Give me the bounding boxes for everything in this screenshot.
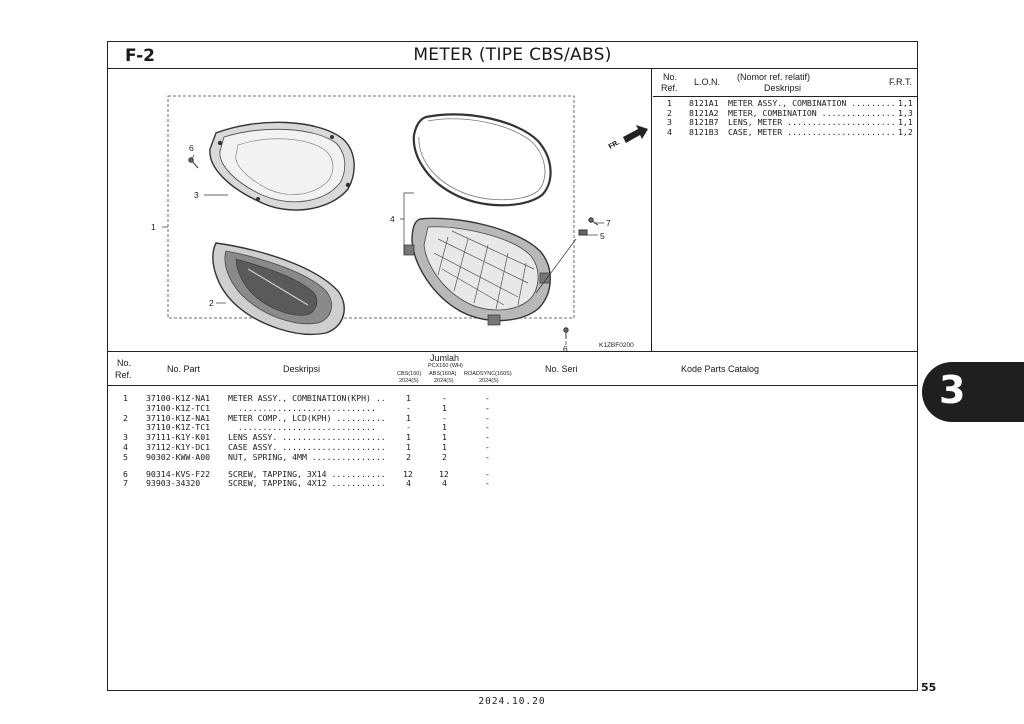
parts-header-part: No. Part bbox=[167, 364, 201, 374]
parts-header-serial: No. Seri bbox=[545, 364, 578, 374]
parts-header-model: PCX160 (WH) bbox=[428, 363, 463, 369]
print-date: 2024.10.20 bbox=[478, 696, 546, 707]
parts-page-frame bbox=[107, 41, 918, 691]
callout-5: 5 bbox=[600, 231, 605, 241]
parts-header-no: No. bbox=[117, 358, 132, 368]
table-row: 3 37111-K1Y-K01 LENS ASSY. ..................... 1 1 - bbox=[123, 432, 490, 443]
callout-6b: 6 bbox=[563, 344, 568, 351]
callout-6a: 6 bbox=[189, 143, 194, 153]
table-row: 2 37110-K1Z-NA1 METER COMP., LCD(KPH) .......... 1 - - bbox=[123, 412, 490, 423]
lon-table-header bbox=[653, 69, 917, 97]
parts-header-jumlah: Jumlah bbox=[430, 353, 460, 363]
front-direction-arrow bbox=[608, 125, 648, 151]
lon-row: 2 8121A2 METER, COMBINATION ............... 1,3 bbox=[667, 107, 913, 118]
lon-row: 1 8121A1 METER ASSY., COMBINATION ......... 1,1 bbox=[667, 98, 913, 108]
section-tab bbox=[922, 362, 1024, 422]
parts-header-desc: Deskripsi bbox=[283, 364, 321, 374]
lon-row: 4 8121B3 CASE, METER ...................... 1,2 bbox=[667, 126, 913, 137]
parts-header-col1-b: 2024(S) bbox=[399, 378, 419, 384]
meter-body-part bbox=[404, 218, 550, 325]
parts-header-col3-a: ROADSYNC(160S) bbox=[464, 371, 512, 377]
diagram-image-code: K1ZBF0200 bbox=[599, 342, 634, 349]
callout-3: 3 bbox=[194, 190, 199, 200]
title-bar bbox=[108, 42, 917, 69]
parts-header-col3-b: 2024(S) bbox=[479, 378, 499, 384]
parts-header-col2-a: ABS(160A) bbox=[429, 371, 457, 377]
parts-header-ref: Ref. bbox=[115, 370, 132, 380]
parts-header-col2-b: 2024(S) bbox=[434, 378, 454, 384]
section-number: 3 bbox=[939, 368, 966, 412]
fr-label: FR. bbox=[607, 139, 621, 151]
parts-header-col1-a: CBS(160) bbox=[397, 371, 422, 377]
table-row: 37110-K1Z-TC1 ............................ - 1 - bbox=[146, 422, 490, 433]
parts-table-body bbox=[108, 394, 917, 489]
table-row: 1 37100-K1Z-NA1 METER ASSY., COMBINATION(KPH) .. 1 - - bbox=[123, 393, 490, 403]
page-number: 55 bbox=[921, 681, 937, 694]
table-row: 37100-K1Z-TC1 ............................ - 1 - bbox=[146, 402, 490, 413]
diagram-drawing bbox=[108, 69, 652, 351]
case-part bbox=[213, 243, 344, 334]
lens-part bbox=[210, 122, 354, 210]
callout-1: 1 bbox=[151, 222, 156, 232]
lon-header-no: No. bbox=[663, 72, 678, 82]
parts-header-catalog: Kode Parts Catalog bbox=[681, 364, 760, 374]
table-row: 5 90302-KWW-A00 NUT, SPRING, 4MM ............... 2 2 - bbox=[123, 451, 490, 462]
exploded-diagram bbox=[108, 69, 652, 351]
lon-row: 3 8121B7 LENS, METER ...................... 1,1 bbox=[667, 117, 913, 128]
lon-header-desc-note: (Nomor ref. relatif) bbox=[737, 72, 811, 82]
table-row: 6 90314-KVS-F22 SCREW, TAPPING, 3X14 ........... 12 12 - bbox=[123, 468, 490, 479]
callout-7a: 7 bbox=[606, 218, 611, 228]
callout-4: 4 bbox=[390, 214, 395, 224]
lon-header-desc: Deskripsi bbox=[764, 83, 802, 93]
labor-operation-table bbox=[653, 69, 917, 351]
lon-header-lon: L.O.N. bbox=[694, 77, 721, 87]
table-row: 4 37112-K1Y-DC1 CASE ASSY. ..................... 1 1 - bbox=[123, 441, 490, 452]
table-row: 7 93903-34320 SCREW, TAPPING, 4X12 ........... 4 4 - bbox=[123, 478, 490, 489]
callout-2: 2 bbox=[209, 298, 214, 308]
figure-code: F-2 bbox=[125, 46, 155, 66]
gasket-part bbox=[414, 114, 551, 205]
page-title: METER (TIPE CBS/ABS) bbox=[413, 45, 612, 65]
lon-header-ref: Ref. bbox=[661, 83, 678, 93]
parts-table-header bbox=[108, 351, 917, 386]
lon-table-body bbox=[653, 99, 917, 137]
lon-header-frt: F.R.T. bbox=[889, 77, 913, 87]
